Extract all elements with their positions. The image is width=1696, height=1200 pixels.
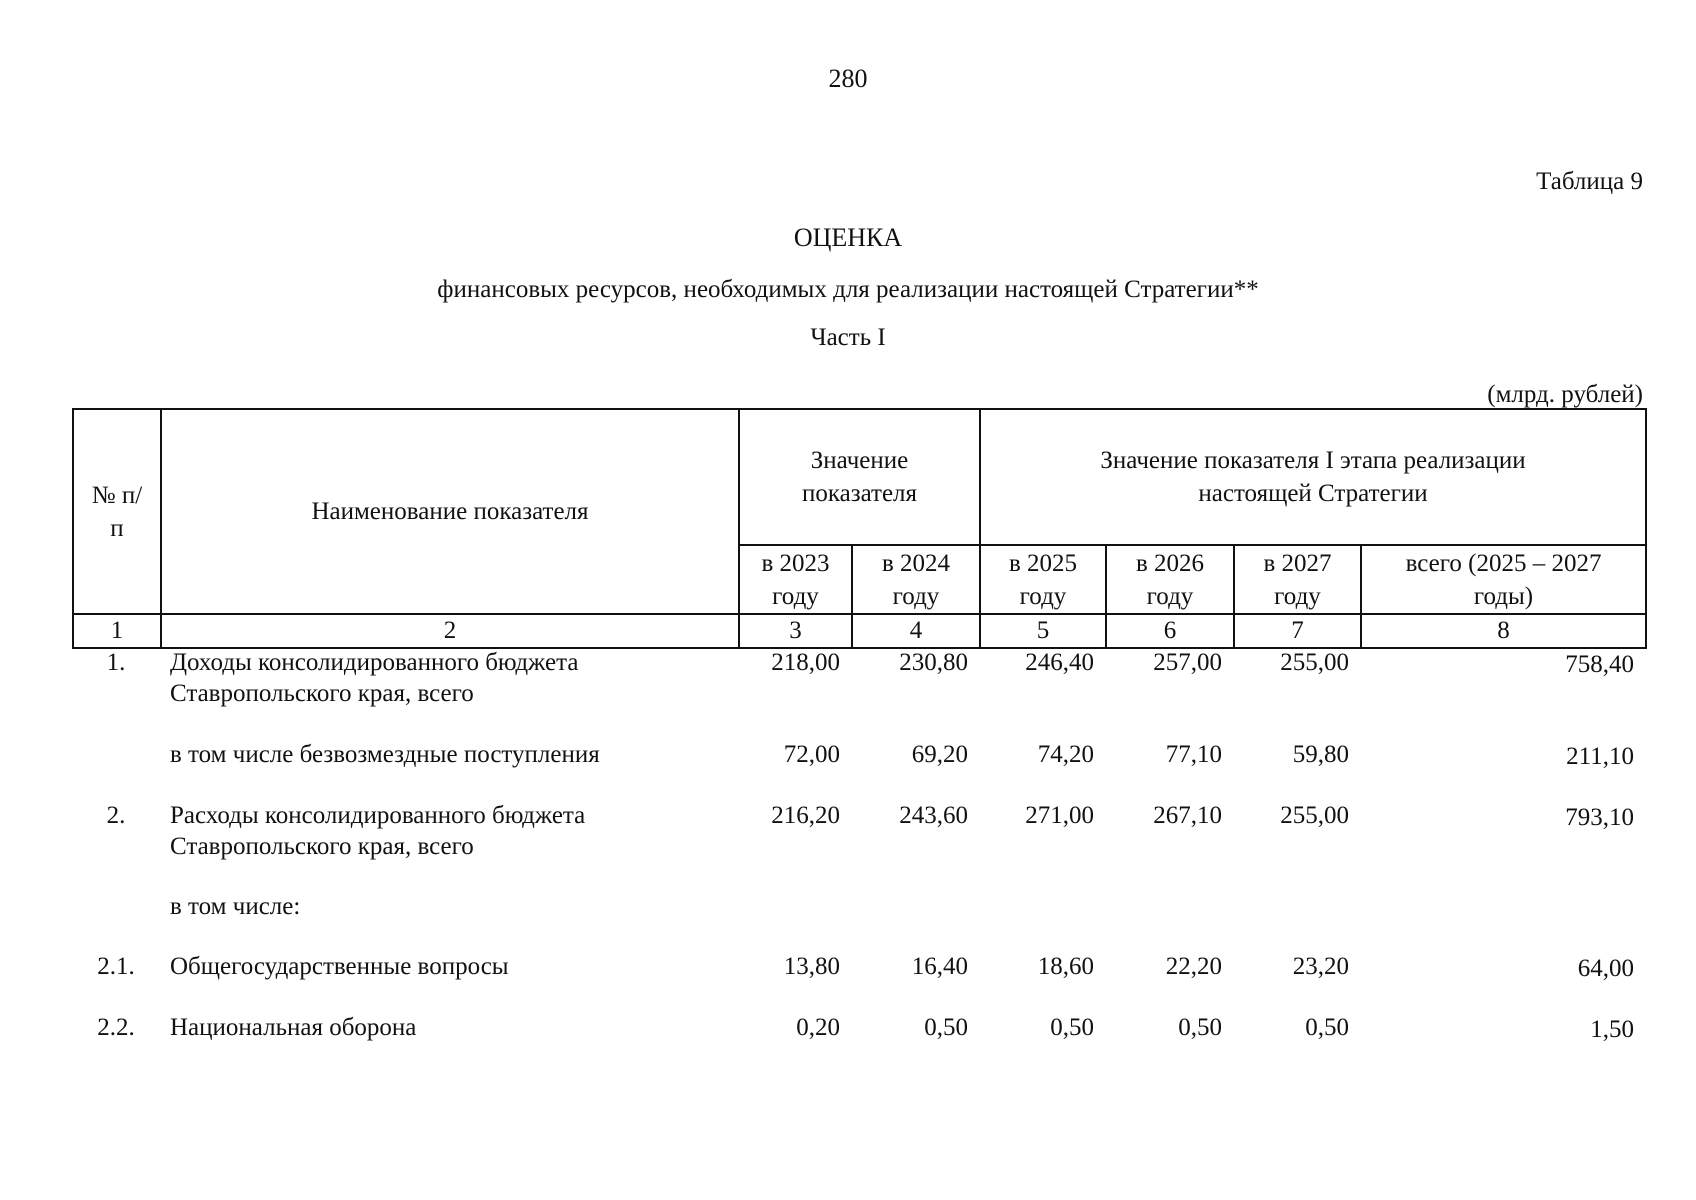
document-subtitle: финансовых ресурсов, необходимых для реализации настоящей Стратегии** (437, 276, 1259, 303)
value-total: 1,50 (1590, 1016, 1634, 1043)
row-name: в том числе безвозмездные поступления (170, 741, 600, 768)
row-name: Доходы консолидированного бюджета Ставропольского края, всего (170, 649, 579, 707)
value-2026: 257,00 (1153, 649, 1222, 676)
value-2023: 72,00 (783, 741, 840, 768)
row-name: Национальная оборона (170, 1014, 417, 1041)
value-2026: 267,10 (1153, 802, 1222, 829)
value-2027: 255,00 (1280, 802, 1349, 829)
column-number: 1 (73, 614, 161, 648)
column-number: 5 (980, 614, 1106, 648)
value-2025: 18,60 (1037, 953, 1094, 980)
header-year-2023: в 2023 году (739, 545, 852, 614)
header-col-num: № п/п (73, 409, 161, 614)
value-2027: 0,50 (1305, 1014, 1349, 1041)
column-number: 6 (1106, 614, 1234, 648)
value-2027: 255,00 (1280, 649, 1349, 676)
header-year-2026: в 2026 году (1106, 545, 1234, 614)
row-name: Общегосударственные вопросы (170, 953, 509, 980)
value-2025: 271,00 (1025, 802, 1094, 829)
value-total: 64,00 (1577, 955, 1634, 982)
header-col-name: Наименование показателя (161, 409, 739, 614)
value-2024: 230,80 (899, 649, 968, 676)
table-label: Таблица 9 (1536, 168, 1643, 195)
value-2023: 13,80 (783, 953, 840, 980)
column-number: 8 (1361, 614, 1646, 648)
value-2025: 0,50 (1050, 1014, 1094, 1041)
column-number: 4 (852, 614, 980, 648)
header-group-value: Значение показателя (739, 409, 980, 545)
value-total: 793,10 (1565, 804, 1634, 831)
column-number: 7 (1234, 614, 1361, 648)
row-name: в том числе: (170, 893, 301, 920)
column-number: 2 (161, 614, 739, 648)
value-2025: 246,40 (1025, 649, 1094, 676)
header-group-stage: Значение показателя I этапа реализации настоящей Стратегии (980, 409, 1646, 545)
value-total: 211,10 (1566, 743, 1634, 770)
row-number: 2. (106, 802, 126, 829)
value-2023: 218,00 (771, 649, 840, 676)
value-2026: 22,20 (1165, 953, 1222, 980)
value-2023: 216,20 (771, 802, 840, 829)
value-2023: 0,20 (796, 1014, 840, 1041)
value-2024: 243,60 (899, 802, 968, 829)
document-title: ОЦЕНКА (793, 223, 903, 252)
row-number: 2.2. (97, 1014, 135, 1041)
row-number: 2.1. (97, 953, 135, 980)
value-total: 758,40 (1565, 651, 1634, 678)
column-number: 3 (739, 614, 852, 648)
table-header (72, 408, 1647, 649)
value-2025: 74,20 (1037, 741, 1094, 768)
header-year-2025: в 2025 году (980, 545, 1106, 614)
header-total: всего (2025 – 2027 годы) (1361, 545, 1646, 614)
row-name: Расходы консолидированного бюджета Ставропольского края, всего (170, 802, 586, 860)
units-label: (млрд. рублей) (1487, 381, 1643, 408)
value-2024: 16,40 (911, 953, 968, 980)
header-year-2024: в 2024 году (852, 545, 980, 614)
value-2027: 59,80 (1292, 741, 1349, 768)
row-number: 1. (106, 649, 126, 676)
page-number: 280 (828, 64, 868, 93)
value-2027: 23,20 (1292, 953, 1349, 980)
value-2024: 69,20 (911, 741, 968, 768)
value-2024: 0,50 (924, 1014, 968, 1041)
part-label: Часть I (810, 324, 886, 351)
value-2026: 77,10 (1165, 741, 1222, 768)
header-year-2027: в 2027 году (1234, 545, 1361, 614)
value-2026: 0,50 (1178, 1014, 1222, 1041)
